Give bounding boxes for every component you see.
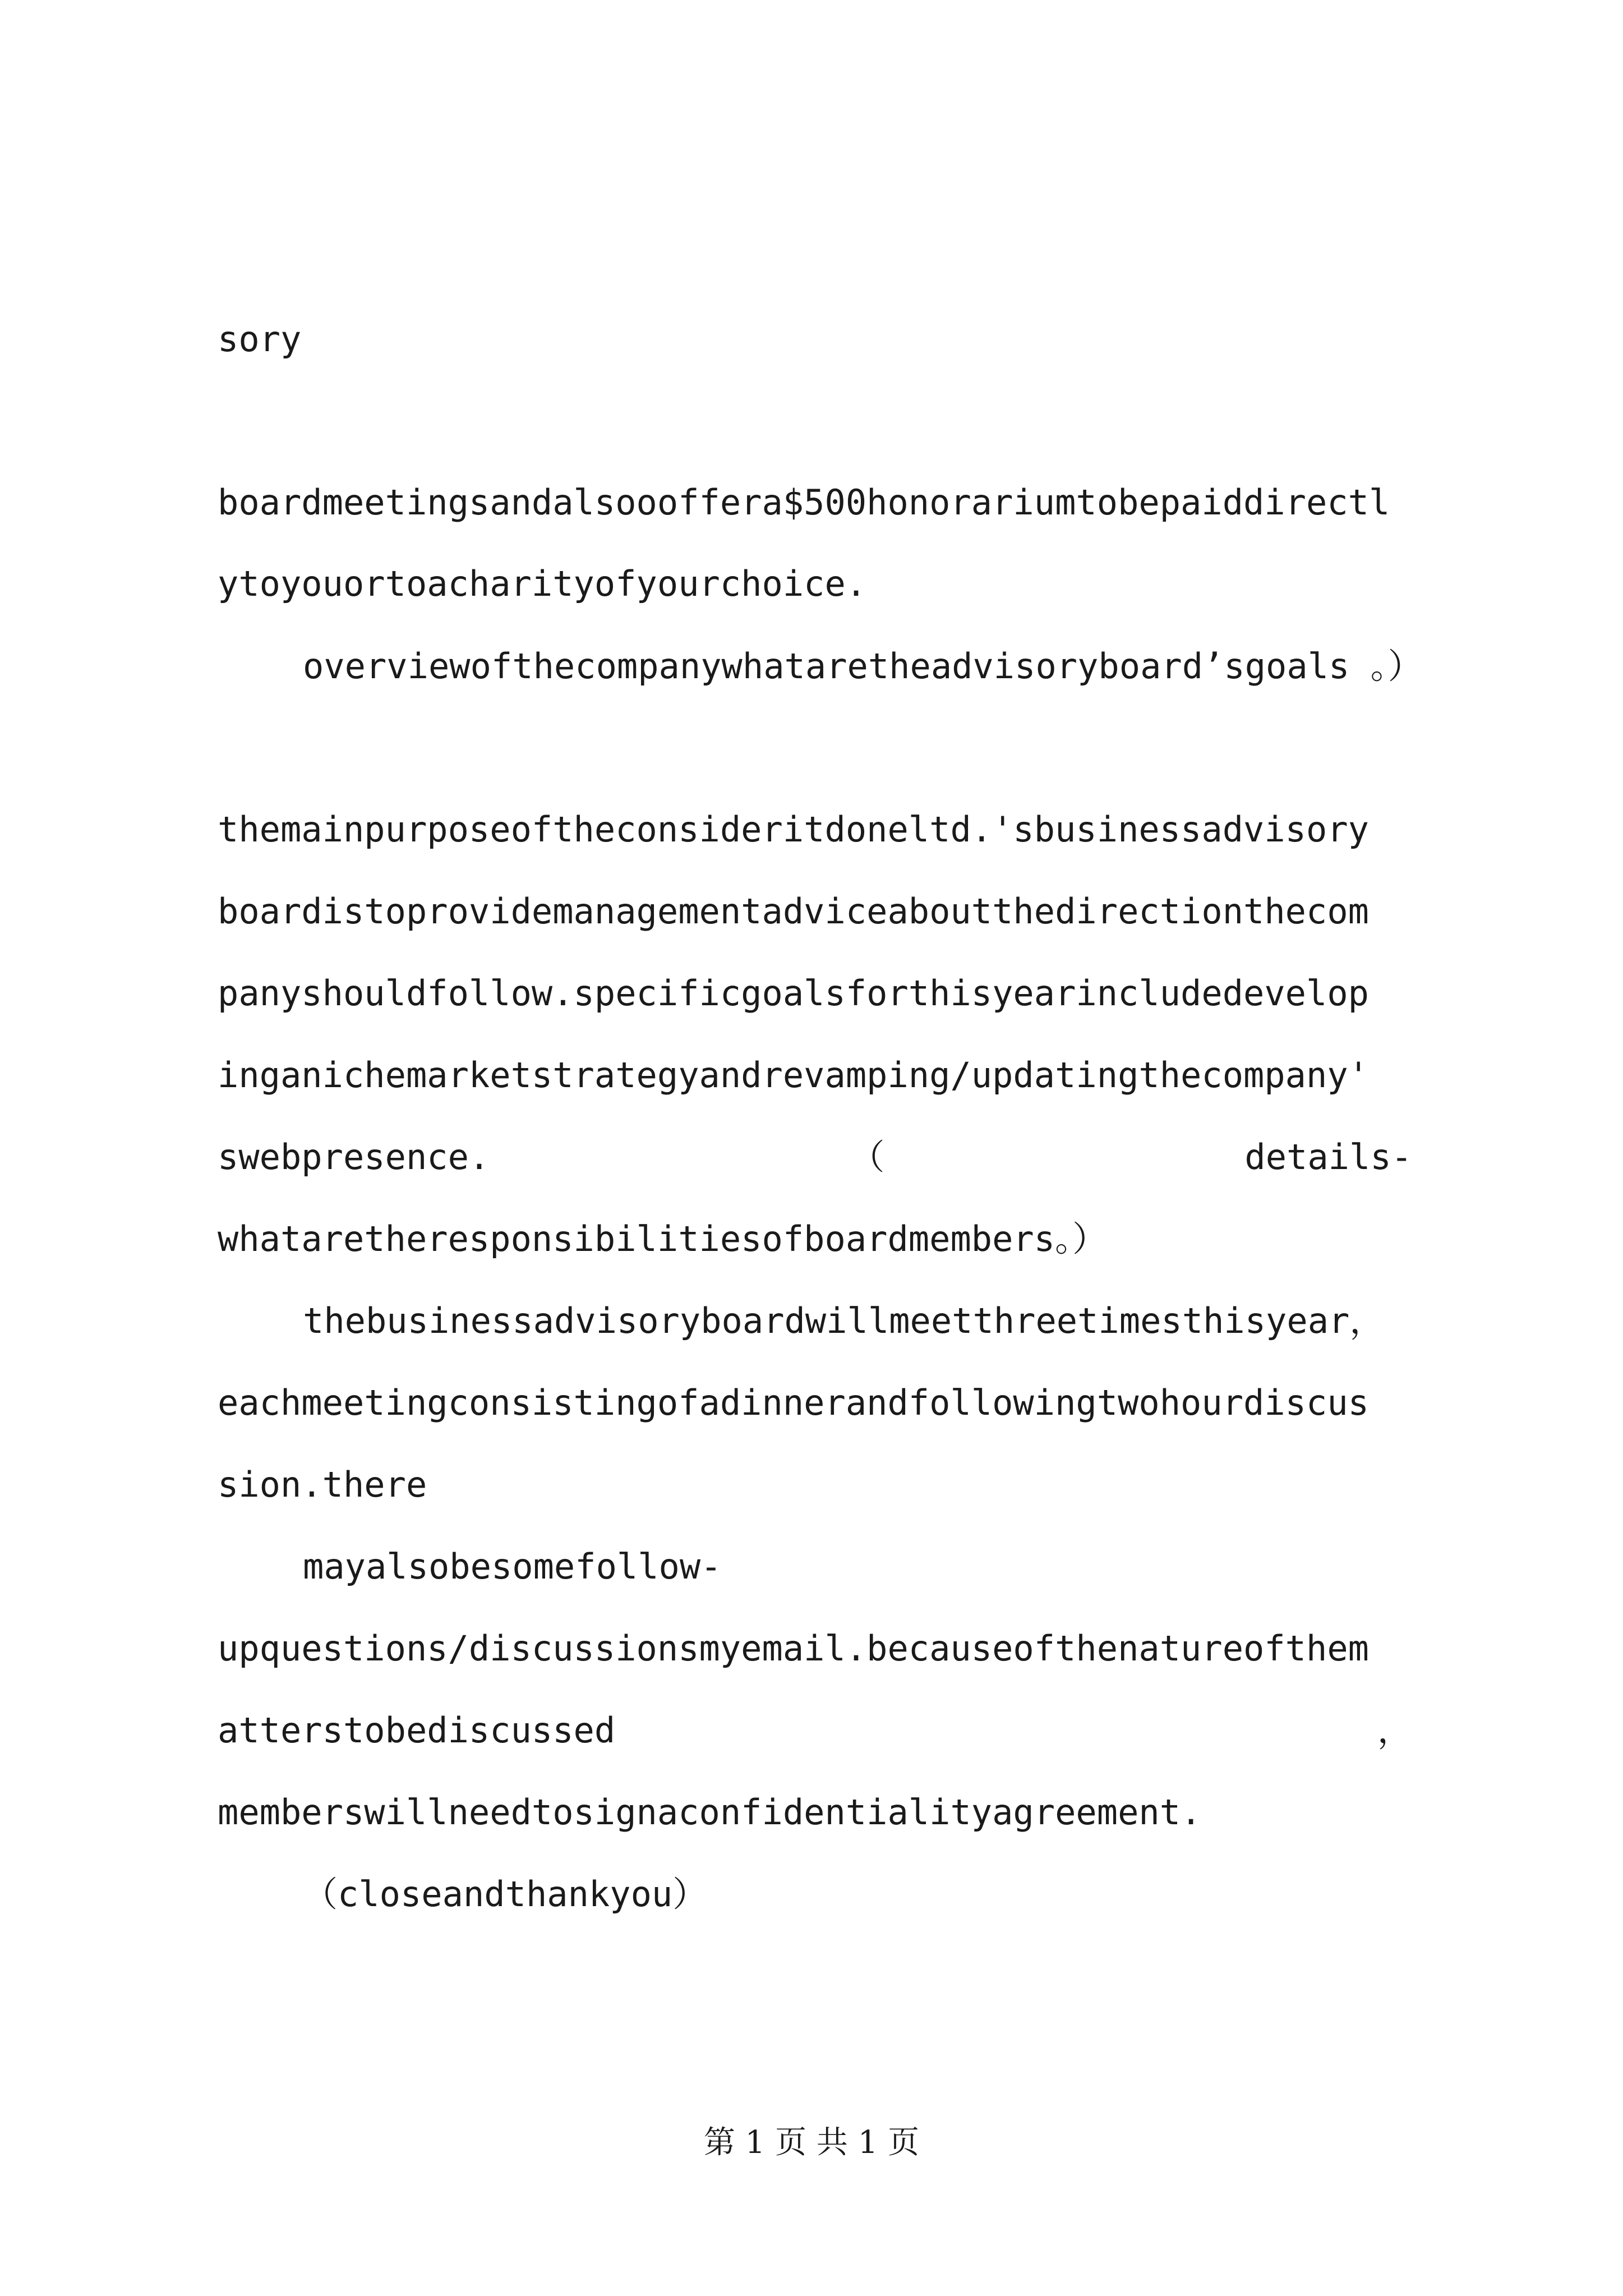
- text-line: inganichemarketstrategyandrevamping/updatingthecompany': [218, 1055, 1369, 1096]
- text-line: panyshouldfollow.specificgoalsforthisyearincludedevelop: [218, 973, 1369, 1014]
- text-segment: （: [850, 1137, 885, 1177]
- text-line: themainpurposeoftheconsideritdoneltd.'sbusinessadvisory: [218, 809, 1369, 850]
- text-line-justified: [218, 1135, 1412, 1180]
- text-line-justified: [218, 1708, 1412, 1753]
- text-segment: ，: [1377, 1710, 1412, 1751]
- page-number-footer: 第 1 页 共 1 页: [703, 2124, 920, 2161]
- text-segment: atterstobediscussed: [218, 1710, 616, 1751]
- text-line: upquestions/discussionsmyemail.becauseofthenatureofthem: [218, 1628, 1369, 1669]
- text-line: mayalsobesomefollow-: [303, 1546, 722, 1587]
- text-line: memberswillneedtosignaconfidentialityagreement.: [218, 1792, 1202, 1833]
- text-line: sory: [218, 319, 302, 360]
- text-line: sion.there: [218, 1464, 427, 1505]
- text-line: eachmeetingconsistingofadinnerandfollowingtwohourdiscus: [218, 1382, 1369, 1423]
- text-line: whataretheresponsibilitiesofboardmembers。）: [218, 1218, 1108, 1259]
- text-segment: details-: [1244, 1137, 1412, 1177]
- text-line: boardmeetingsandalsoooffera$500honorariumtobepaiddirectl: [218, 482, 1390, 523]
- text-line: （closeandthankyou）: [303, 1874, 708, 1915]
- text-line: thebusinessadvisoryboardwillmeetthreetimesthisyear，: [303, 1300, 1385, 1341]
- text-line: overviewofthecompanywhataretheadvisoryboard’sgoals 。）: [303, 646, 1423, 687]
- text-line: ytoyouortoacharityofyourchoice.: [218, 563, 867, 604]
- text-segment: swebpresence.: [218, 1137, 490, 1177]
- text-line: boardistoprovidemanagementadviceaboutthedirectionthecom: [218, 891, 1369, 932]
